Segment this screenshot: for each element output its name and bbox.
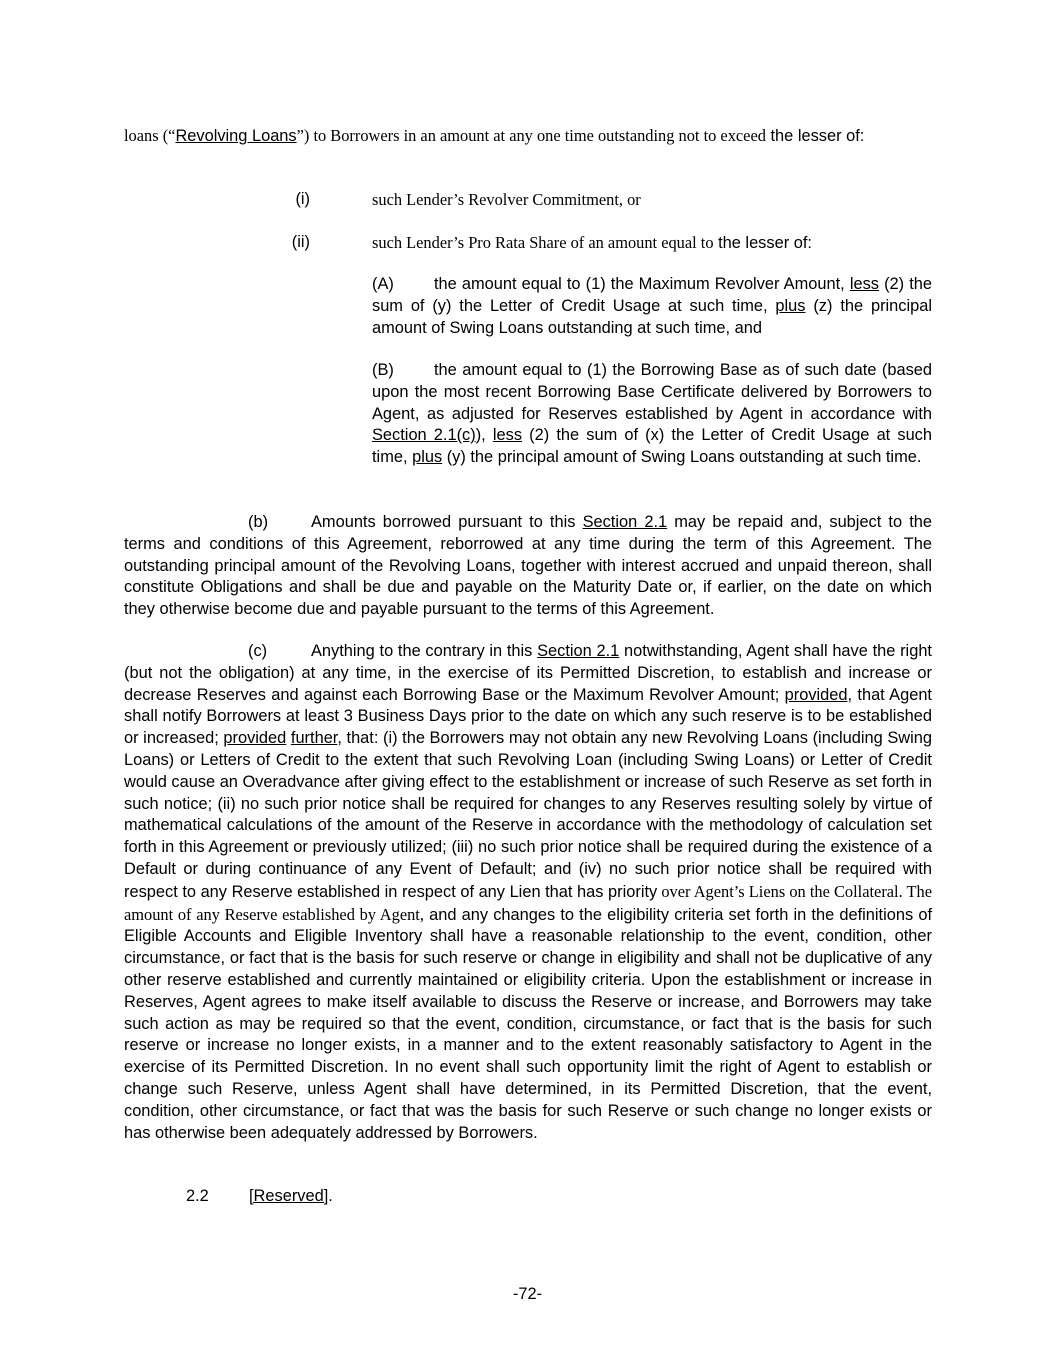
- intro-text-1: loans (“: [124, 126, 176, 145]
- para-c-provided-2: provided: [223, 729, 287, 748]
- para-b-section-ref: Section 2.1: [582, 513, 668, 531]
- sub-a-text-1: the amount equal to (1) the Maximum Revolver Amount,: [434, 275, 850, 293]
- revolving-loans-term: Revolving Loans: [175, 127, 297, 145]
- para-b-label: (b): [248, 513, 269, 531]
- intro-text-3: the lesser of:: [765, 127, 865, 145]
- section-2-2-heading: [249, 1186, 333, 1208]
- item-i-text: such Lender’s Revolver Commitment, or: [372, 190, 641, 209]
- para-c-further: further: [290, 729, 338, 748]
- para-c-text-2: notwithstanding, Agent shall have the right (but not the obligation) at any time, in the exercise of its Permitted Discretion, to establish and increase or decrease Reserves and against each Borrowing Base or the Maximum Revolver Amount;: [124, 642, 932, 704]
- intro-text-2: ”) to Borrowers in an amount at any one time outstanding not to exceed: [296, 126, 766, 145]
- para-c-text-5: over Agent’s Liens on the Collateral. The amount of any Reserve established by Agent,: [124, 881, 933, 924]
- item-i-number: (i): [295, 190, 310, 208]
- sub-b-less: less: [492, 426, 523, 445]
- sub-b-text-3: (2) the sum of (x) the Letter of Credit Usage at such time,: [372, 426, 932, 467]
- section-2-2-punct: .: [328, 1187, 333, 1205]
- sub-b-plus: plus: [412, 448, 443, 467]
- para-c-text-6: and any changes to the eligibility criteria set forth in the definitions of Eligible Accounts and Eligible Inventory shall have a reasonable relationship to the event, condition, other circumstance, or fact that is the basis for such reserve or change in eligibility and shall not be duplicative of any other reserve established and currently maintained or eligibility criteria. Upon the establishment or increase in Reserves, Agent agrees to make itself available to discuss the Reserve or increase, and Borrowers may take such action as may be required so that the event, condition, circumstance, or fact that is the basis for such reserve or increase no longer exists, in a manner and to the extent reasonably satisfactory to Agent in the exercise of its Permitted Discretion. In no event shall such opportunity limit the right of Agent to establish or change such Reserve, unless Agent shall have determined, in its Permitted Discretion, that the event, condition, other circumstance, or fact that was the basis for such Reserve or such change no longer exists or has otherwise been adequately addressed by Borrowers.: [124, 905, 933, 1142]
- intro-paragraph: [124, 125, 932, 148]
- sub-b-text-4: (y) the principal amount of Swing Loans outstanding at such time.: [442, 448, 922, 467]
- para-c-text-4: , that: (i) the Borrowers may not obtain any new Revolving Loans (including Swing Loans) or Letters of Credit to the extent that such Revolving Loan (including Swing Loans) or Letter of Credit would cause an Overadvance after giving effect to the establishment or increase of such Reserve as set forth in such notice; (ii) no such prior notice shall be required for changes to any Reserves resulting solely by virtue of mathematical calculations of the amount of the Reserve in accordance with the methodology of calculation set forth in this Agreement or previously utilized; (iii) no such prior notice shall be required during the existence of a Default or during continuance of any Event of Default; and (iv) no such prior notice shall be required with respect to any Reserve established in respect of any Lien that has priority: [124, 729, 932, 901]
- sub-a-label: (A): [372, 275, 394, 293]
- sub-item-b: [372, 360, 932, 469]
- item-ii-tail: the lesser of:: [713, 234, 812, 252]
- sub-a-less: less: [849, 275, 879, 293]
- item-ii-text: such Lender’s Pro Rata Share of an amount equal to: [372, 233, 714, 252]
- para-b-text-1: Amounts borrowed pursuant to this: [311, 513, 583, 531]
- para-c-provided-1: provided: [784, 685, 848, 704]
- item-ii-line: [372, 232, 812, 255]
- sub-a-plus: plus: [775, 296, 806, 315]
- paragraph-b: [124, 512, 932, 621]
- page-number: -72-: [512, 1285, 543, 1303]
- sub-b-text-1: the amount equal to (1) the Borrowing Base as of such date (based upon the most recent Borrowing Base Certificate delivered by Borrowers to Agent, as adjusted for Reserves established by Agent in accordance with: [372, 361, 932, 423]
- para-c-label: (c): [248, 642, 268, 660]
- section-2-2-number: 2.2: [186, 1187, 209, 1205]
- sub-b-section-ref: Section 2.1(c): [372, 426, 476, 445]
- paragraph-c: [124, 641, 932, 1144]
- para-c-text-3: , that Agent shall notify Borrowers at least 3 Business Days prior to the date on which any such reserve is to be established or increased;: [124, 685, 932, 748]
- para-c-text-1: Anything to the contrary in this: [311, 642, 538, 660]
- para-c-section-ref: Section 2.1: [537, 642, 620, 660]
- sub-item-a: [372, 274, 932, 339]
- sub-b-label: (B): [372, 361, 394, 379]
- sub-a-text-3: (z) the principal amount of Swing Loans outstanding at such time, and: [372, 296, 932, 337]
- item-ii-number: (ii): [291, 233, 310, 251]
- sub-a-text-2: (2) the sum of (y) the Letter of Credit Usage at such time,: [372, 275, 932, 315]
- section-2-2-title: [Reserved]: [249, 1187, 329, 1205]
- sub-b-text-2: ),: [475, 426, 493, 445]
- para-b-text-2: may be repaid and, subject to the terms and conditions of this Agreement, reborrowed at any time during the term of this Agreement. The outstanding principal amount of the Revolving Loans, together with interest accrued and unpaid thereon, shall constitute Obligations and shall be due and payable on the Maturity Date or, if earlier, on the date on which they otherwise become due and payable pursuant to the terms of this Agreement.: [124, 513, 932, 619]
